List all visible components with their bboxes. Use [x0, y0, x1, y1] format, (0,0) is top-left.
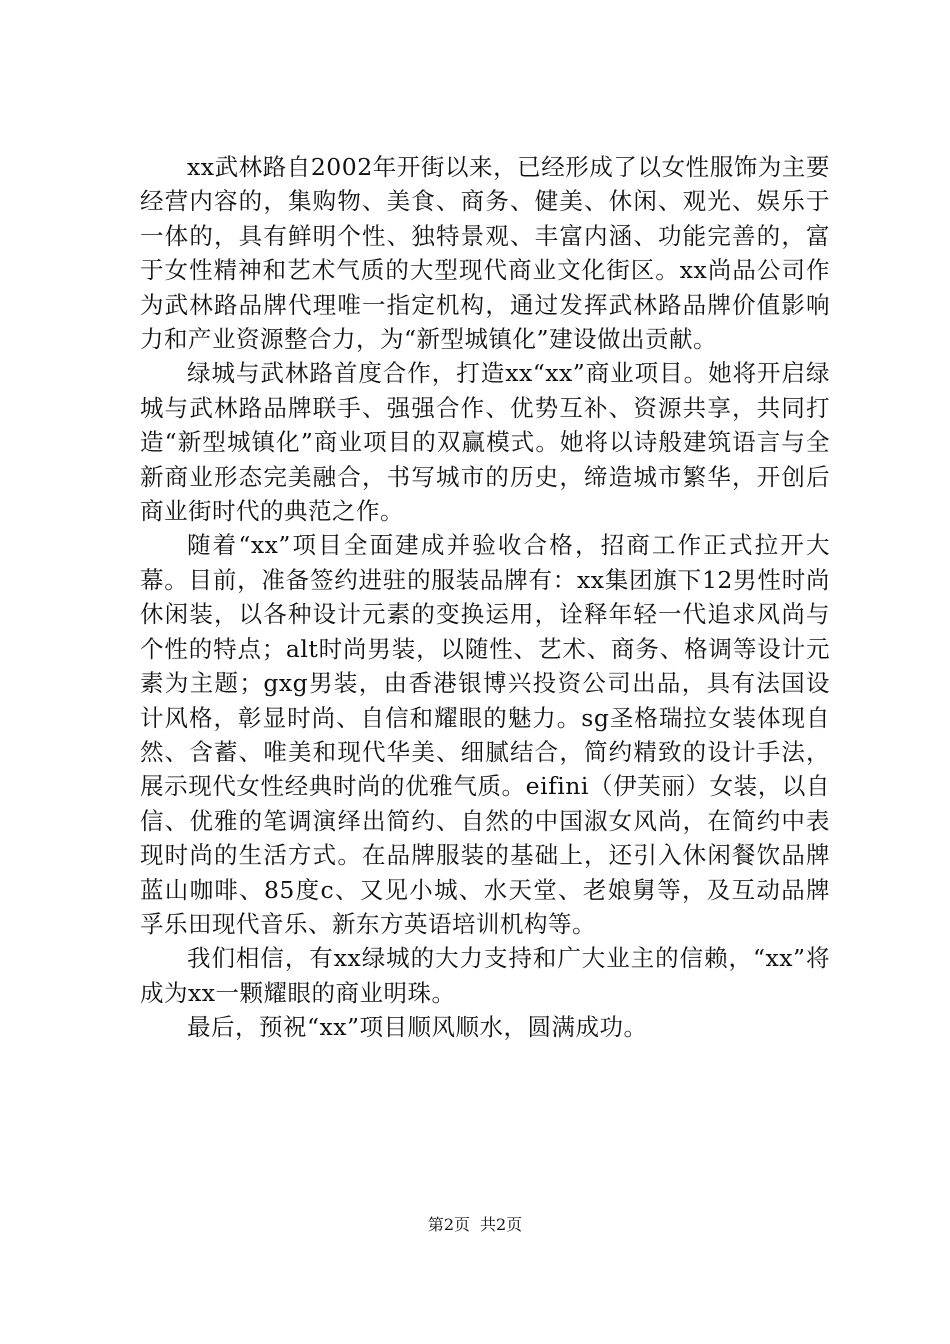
- paragraph-brands: 随着“xx”项目全面建成并验收合格，招商工作正式拉开大幕。目前，准备签约进驻的服装品牌有：xx集团旗下12男性时尚休闲装，以各种设计元素的变换运用，诠释年轻一代追求风尚与个性的特点；alt时尚男装，以随性、艺术、商务、格调等设计元素为主题；gxg男装，由香港银博兴投资公司出品，具有法国设计风格，彰显时尚、自信和耀眼的魅力。sg圣格瑞拉女装体现自然、含蓄、唯美和现代华美、细腻结合，简约精致的设计手法，展示现代女性经典时尚的优雅气质。eifini（伊芙丽）女装，以自信、优雅的笔调演绎出简约、自然的中国淑女风尚，在简约中表现时尚的生活方式。在品牌服装的基础上，还引入休闲餐饮品牌蓝山咖啡、85度c、又见小城、水天堂、老娘舅等，及互动品牌孚乐田现代音乐、新东方英语培训机构等。: [140, 531, 830, 938]
- document-body: [140, 150, 830, 1045]
- page-footer: [0, 1215, 950, 1235]
- paragraph-closing: 最后，预祝“xx”项目顺风顺水，圆满成功。: [187, 1013, 648, 1042]
- paragraph-cooperation: 绿城与武林路首度合作，打造xx“xx”商业项目。她将开启绿城与武林路品牌联手、强强合作、优势互补、资源共享，共同打造“新型城镇化”商业项目的双赢模式。她将以诗般建筑语言与全新商业形态完美融合，书写城市的历史，缔造城市繁华，开创后商业街时代的典范之作。: [140, 359, 830, 526]
- paragraph-intro: xx武林路自2002年开街以来，已经形成了以女性服饰为主要经营内容的，集购物、美食、商务、健美、休闲、观光、娱乐于一体的，具有鲜明个性、独特景观、丰富内涵、功能完善的，富于女性精神和艺术气质的大型现代商业文化街区。xx尚品公司作为武林路品牌代理唯一指定机构，通过发挥武林路品牌价值影响力和产业资源整合力，为“新型城镇化”建设做出贡献。: [140, 153, 830, 354]
- page-total: 共2页: [480, 1215, 523, 1234]
- paragraph-belief: 我们相信，有xx绿城的大力支持和广大业主的信赖，“xx”将成为xx一颗耀眼的商业明珠。: [140, 944, 830, 1007]
- page-number: 第2页: [427, 1215, 470, 1234]
